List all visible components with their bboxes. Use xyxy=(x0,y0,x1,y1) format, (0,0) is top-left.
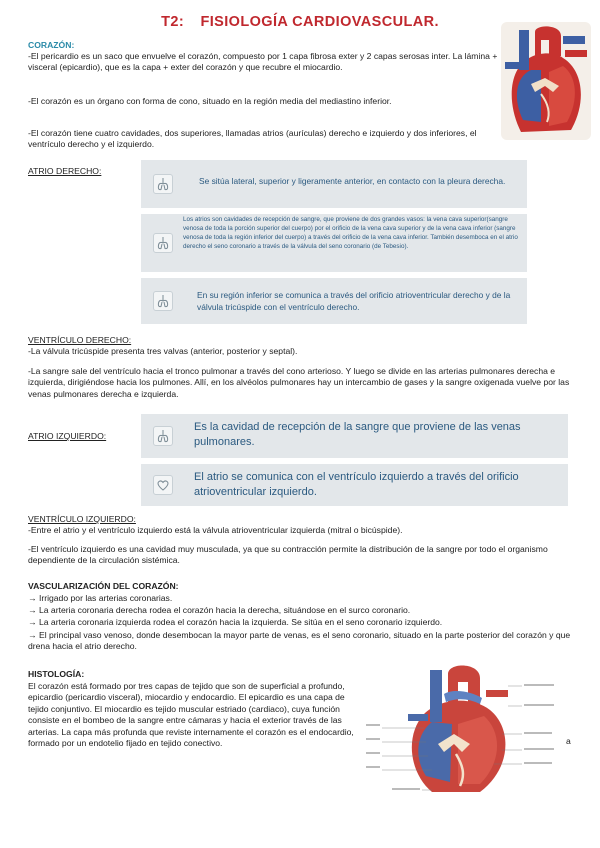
lungs-icon xyxy=(153,291,173,311)
atrio-derecho-box-3-text: En su región inferior se comunica a través del orificio atrioventricular derecho y de la válvula tricúspide con el ventrículo derecho. xyxy=(197,290,511,312)
heart-anatomy-illustration xyxy=(362,664,560,804)
atrio-izquierdo-box-1-text: Es la cavidad de recepción de la sangre que proviene de las venas pulmonares. xyxy=(194,421,521,448)
lungs-icon xyxy=(153,426,173,446)
heart-icon xyxy=(153,475,173,495)
vascularizacion-item-1: → Irrigado por las arterias coronarias. xyxy=(28,593,173,603)
section-heading-vascularizacion: VASCULARIZACIÓN DEL CORAZÓN: xyxy=(28,581,179,591)
histologia-trailing-text: a xyxy=(566,736,571,746)
vascularizacion-item-4: → El principal vaso venoso, donde desembocan la mayor parte de venas, es el seno coronario, situado en la parte posterior del corazón y que drena hacia el atrio derecho. xyxy=(28,630,571,652)
title-number: T2: xyxy=(161,14,185,30)
histologia-paragraph: El corazón está formado por tres capas de tejido que son de superficial a profundo, epicardio (pericardio visceral), miocardio y endocardio. El epicardio es una capa de tejido conjuntivo. El miocardio es tejido muscular estriado (cardiaco), cuya función consiste en el bombeo de la sangre entre cámaras y hacia el exterior través de las arterias. La capa más profunda que reviste internamente el corazón es el endocardio, formado por un endotelio fijado en tejido conectivo. xyxy=(28,681,354,749)
title-text: FISIOLOGÍA CARDIOVASCULAR. xyxy=(200,14,439,30)
vascularizacion-item-2: → La arteria coronaria derecha rodea el corazón hacia la derecha, situándose en el surco coronario. xyxy=(28,605,411,615)
corazon-paragraph-1: -El pericardio es un saco que envuelve el corazón, compuesto por 1 capa fibrosa exter y 2 capas serosas inter. La lámina + visceral (epicardio), que es la capa + exter del corazón y que recubre el miocardio. xyxy=(28,51,498,73)
atrio-derecho-box-2-text: Los atrios son cavidades de recepción de sangre, que proviene de dos grandes vasos: la vena cava superior(sangre venosa de toda la porción superior del cuerpo) por el orificio de la vena cava superior y de la vena cava inferior (sangre venosa de toda la región inferior del cuerpo) a través del orificio de la vena cava inferior. También desemboca en el atrio derecho el seno coronario a través de la válvula del seno coronario (de Tebesio). xyxy=(183,216,518,250)
ventriculo-derecho-paragraph-2: -La sangre sale del ventrículo hacia el tronco pulmonar a través del cono arterioso. Y luego se divide en las arterias pulmonares derecha e izquierda, dirigiéndose hacia los pulmones. Allí, en los alvéolos pulmonares hay un intercambio de gases y la sangre oxigenada vuelve por las venas pulmonares derecha e izquierda. xyxy=(28,366,570,399)
section-heading-ventriculo-derecho: VENTRÍCULO DERECHO: xyxy=(28,335,132,345)
atrio-izquierdo-info-box-1 xyxy=(141,414,568,458)
atrio-izquierdo-info-box-2 xyxy=(141,464,568,506)
atrio-derecho-box-1-text: Se sitúa lateral, superior y ligeramente anterior, en contacto con la pleura derecha. xyxy=(199,176,506,186)
atrio-derecho-info-box-2 xyxy=(141,214,527,272)
vascularizacion-item-3: → La arteria coronaria izquierda rodea el corazón hacia la izquierda. Se sitúa en el seno coronario izquierdo. xyxy=(28,617,443,627)
lungs-icon xyxy=(153,233,173,253)
atrio-derecho-info-box-1 xyxy=(141,160,527,208)
heart-illustration-top xyxy=(501,22,591,140)
atrio-derecho-info-box-3 xyxy=(141,278,527,324)
corazon-paragraph-3: -El corazón tiene cuatro cavidades, dos superiores, llamadas atrios (aurículas) derecho e izquierdo y dos inferiores, el ventrículo derecho y el izquierdo. xyxy=(28,128,477,150)
section-heading-atrio-derecho: ATRIO DERECHO: xyxy=(28,166,102,176)
ventriculo-izquierdo-paragraph-2: -El ventrículo izquierdo es una cavidad muy musculada, ya que su contracción permite la distribución de la sangre por todo el organismo dependiente de la circulación sistémica. xyxy=(28,544,548,566)
lungs-icon xyxy=(153,174,173,194)
section-heading-atrio-izquierdo: ATRIO IZQUIERDO: xyxy=(28,431,107,441)
section-heading-histologia: HISTOLOGÍA: xyxy=(28,669,85,679)
ventriculo-derecho-paragraph-1: -La válvula tricúspide presenta tres valvas (anterior, posterior y septal). xyxy=(28,346,298,356)
ventriculo-izquierdo-paragraph-1: -Entre el atrio y el ventrículo izquierdo está la válvula atrioventricular izquierda (mitral o bicúspide). xyxy=(28,525,403,535)
section-heading-ventriculo-izquierdo: VENTRÍCULO IZQUIERDO: xyxy=(28,514,136,524)
atrio-izquierdo-box-2-text: El atrio se comunica con el ventrículo izquierdo a través del orificio atrioventricular izquierdo. xyxy=(194,471,519,498)
corazon-paragraph-2: -El corazón es un órgano con forma de cono, situado en la región media del mediastino inferior. xyxy=(28,96,392,106)
section-heading-corazon: CORAZÓN: xyxy=(28,40,75,50)
